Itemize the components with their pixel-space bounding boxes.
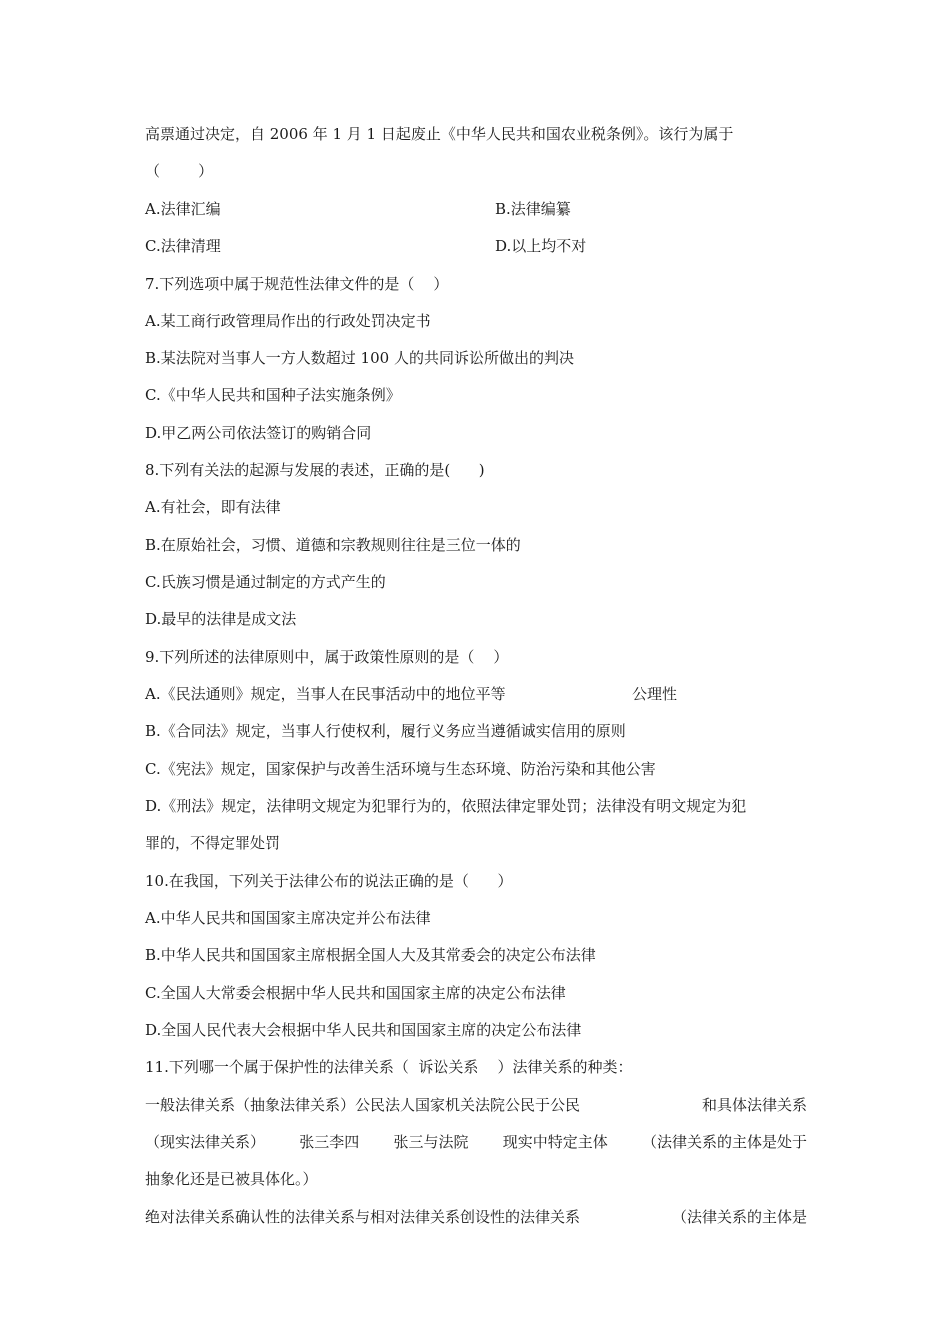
option-a: A.有社会，即有法律 <box>145 498 281 516</box>
option-d-continued: 罪的，不得定罪处罚 <box>145 834 281 852</box>
note-text: 和具体法律关系 <box>701 1096 807 1114</box>
note-line <box>145 1132 807 1152</box>
option-c: C.氏族习惯是通过制定的方式产生的 <box>145 573 386 591</box>
note-text: （现实法律关系） <box>145 1133 266 1151</box>
option-d: D.全国人民代表大会根据中华人民共和国国家主席的决定公布法律 <box>145 1021 582 1039</box>
option-a: A.中华人民共和国国家主席决定并公布法律 <box>145 909 431 927</box>
answer-blank: （ ） <box>145 162 214 180</box>
option-c: C.法律清理 <box>145 237 221 255</box>
note-text: 张三李四 <box>299 1133 360 1151</box>
note-text: 绝对法律关系确认性的法律关系与相对法律关系创设性的法律关系 <box>145 1208 581 1226</box>
note-line: 抽象化还是已被具体化。） <box>145 1170 318 1188</box>
option-a: A.《民法通则》规定，当事人在民事活动中的地位平等 <box>145 685 506 703</box>
option-d: D.以上均不对 <box>495 237 587 255</box>
question-11: 11.下列哪一个属于保护性的法律关系（ 诉讼关系 ）法律关系的种类： <box>145 1058 633 1076</box>
option-a: A.某工商行政管理局作出的行政处罚决定书 <box>145 312 431 330</box>
option-c: C.全国人大常委会根据中华人民共和国国家主席的决定公布法律 <box>145 984 566 1002</box>
note-text: （法律关系的主体是 <box>671 1208 807 1226</box>
question-7: 7.下列选项中属于规范性法律文件的是（ ） <box>145 275 449 293</box>
note-text: 现实中特定主体 <box>502 1133 608 1151</box>
note-text: 一般法律关系（抽象法律关系）公民法人国家机关法院公民于公民 <box>145 1096 581 1114</box>
margin-note: 公理性 <box>632 685 678 703</box>
option-b: B.《合同法》规定，当事人行使权利，履行义务应当遵循诚实信用的原则 <box>145 722 626 740</box>
question-10: 10.在我国，下列关于法律公布的说法正确的是（ ） <box>145 872 513 890</box>
option-b: B.法律编纂 <box>495 200 571 218</box>
option-b: B.某法院对当事人一方人数超过 100 人的共同诉讼所做出的判决 <box>145 349 574 367</box>
question-8: 8.下列有关法的起源与发展的表述，正确的是( ) <box>145 461 485 479</box>
note-text: （法律关系的主体是处于 <box>641 1133 807 1151</box>
option-d: D.《刑法》规定，法律明文规定为犯罪行为的，依照法律定罪处罚；法律没有明文规定为犯 <box>145 797 747 815</box>
option-d: D.甲乙两公司依法签订的购销合同 <box>145 424 372 442</box>
note-line <box>145 1095 807 1115</box>
option-b: B.在原始社会，习惯、道德和宗教规则往往是三位一体的 <box>145 536 521 554</box>
question-9: 9.下列所述的法律原则中，属于政策性原则的是（ ） <box>145 648 509 666</box>
note-text: 张三与法院 <box>393 1133 469 1151</box>
note-line <box>145 1207 807 1227</box>
text-line: 高票通过决定，自 2006 年 1 月 1 日起废止《中华人民共和国农业税条例》。该行为属于 <box>145 125 734 143</box>
option-c: C.《宪法》规定，国家保护与改善生活环境与生态环境、防治污染和其他公害 <box>145 760 656 778</box>
option-d: D.最早的法律是成文法 <box>145 610 297 628</box>
option-b: B.中华人民共和国国家主席根据全国人大及其常委会的决定公布法律 <box>145 946 596 964</box>
option-c: C.《中华人民共和国种子法实施条例》 <box>145 386 401 404</box>
option-a: A.法律汇编 <box>145 200 221 218</box>
